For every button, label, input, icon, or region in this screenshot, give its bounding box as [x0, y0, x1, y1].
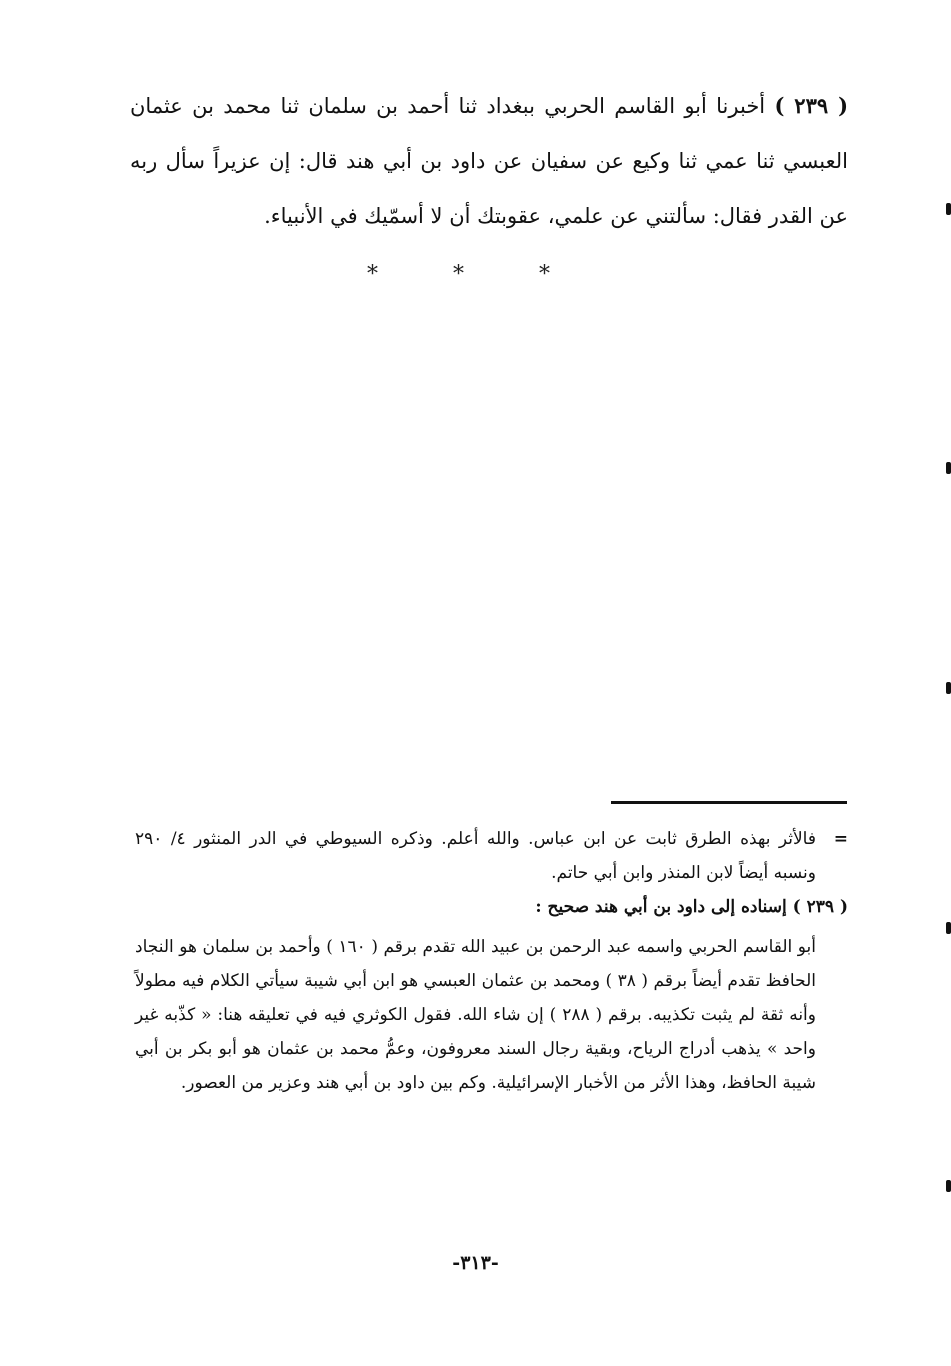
footnote-heading: ( ٢٣٩ ) إسناده إلى داود بن أبي هند صحيح : [535, 897, 848, 917]
margin-mark [946, 462, 951, 474]
margin-mark [946, 1180, 951, 1192]
footnote-body: أبو القاسم الحربي واسمه عبد الرحمن بن عبيد الله تقدم برقم ( ١٦٠ ) وأحمد بن سلمان هو النجاد الحافظ تقدم أيضاً برقم ( ٣٨ ) ومحمد بن عثمان العبسي هو ابن أبي شيبة سيأتي الكلام فيه مطولاً وأنه ثقة لم يثبت تكذيبه. برقم ( ٢٨٨ ) إن شاء الله. فقول الكوثري فيه في تعليقه هنا: « كذّبه غير واحد » يذهب أدراج الرياح، وبقية رجال السند معروفون، وعمُّ محمد بن عثمان هو أبو بكر بن أبي شيبة الحافظ، وهذا الأثر من الأخبار الإسرائيلية. وكم بين داود بن أبي هند وعزير من العصور. [135, 937, 816, 1093]
footnote-rule [611, 801, 847, 804]
page-number: -٣١٣- [452, 1252, 499, 1274]
hadith-number: ( ٢٣٩ ) [774, 93, 848, 118]
section-separator: * * * [367, 262, 584, 287]
margin-mark [946, 922, 951, 934]
main-hadith [130, 78, 848, 244]
footnote-continuation [135, 822, 848, 890]
continuation-text: فالأثر بهذه الطرق ثابت عن ابن عباس. والله أعلم. وذكره السيوطي في الدر المنثور ٤/ ٢٩٠ ونسبه أيضاً لابن المنذر وابن أبي حاتم. [135, 829, 816, 883]
footnotes-section [135, 822, 848, 1100]
margin-mark [946, 682, 951, 694]
margin-mark [946, 203, 951, 215]
continuation-marker: = [833, 829, 848, 849]
hadith-text: أخبرنا أبو القاسم الحربي ببغداد ثنا أحمد بن سلمان ثنا محمد بن عثمان العبسي ثنا عمي ثنا وكيع عن سفيان عن داود بن أبي هند قال: إن عزيراً سأل ربه عن القدر فقال: سألتني عن علمي، عقوبتك أن لا أسمّيك في الأنبياء. [130, 94, 848, 228]
